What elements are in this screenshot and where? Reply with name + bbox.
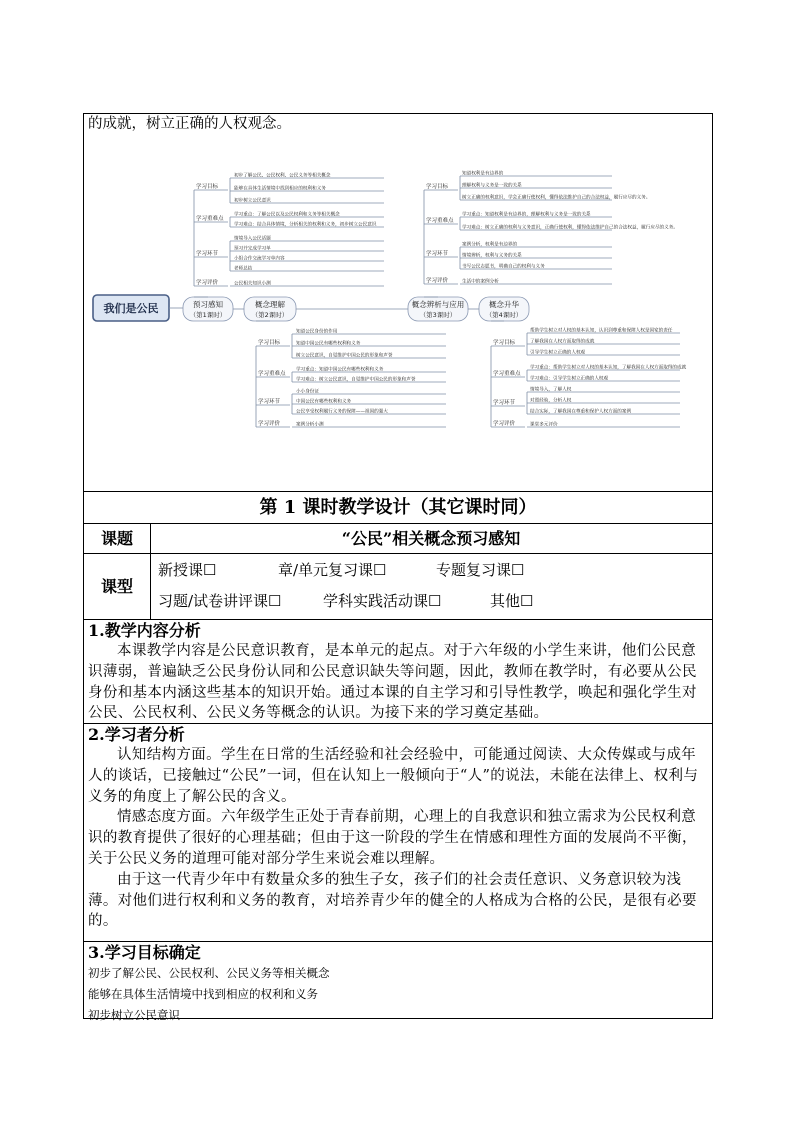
mindmap-leaf: 对照经验，分析人权 xyxy=(530,398,572,404)
lesson-plan-table xyxy=(83,113,713,1022)
mindmap-category: 学习环节 xyxy=(493,400,516,406)
mindmap-leaf: 预习并完成学习单 xyxy=(234,246,271,252)
goal-item: 能够在具体生活情境中找到相应的权利和义务 xyxy=(88,987,318,1001)
mindmap-category: 学习评价 xyxy=(426,278,449,284)
mindmap-leaf: 情境导入公民话题 xyxy=(234,236,271,242)
continuation-text: 的成就，树立正确的人权观念。 xyxy=(88,116,291,132)
course-title: “公民”相关概念预习感知 xyxy=(341,529,521,548)
lesson-type-label: 课型 xyxy=(84,554,151,619)
lesson-node-sub: （第3课时） xyxy=(419,311,457,319)
lesson-node-sub: （第4课时） xyxy=(485,311,523,319)
mindmap-leaf: 知道权利是有边界的 xyxy=(462,171,504,177)
mindmap-leaf: 案例分析，权利是有边界的 xyxy=(462,242,518,248)
content-analysis-row xyxy=(84,620,712,724)
mindmap-leaf: 引导学生树立正确的人权观 xyxy=(530,350,586,356)
mindmap-category: 学习目标 xyxy=(258,340,281,346)
type-option-unit-review[interactable]: 章/单元复习课☐ xyxy=(278,561,387,579)
learning-goals-row xyxy=(84,942,712,1022)
mindmap-leaf: 学习难点：引导学生树立正确的人权观 xyxy=(530,376,609,382)
mindmap-leaf: 能够在具体生活情境中找到相应的权利和义务 xyxy=(234,186,326,192)
mindmap-category: 学习环节 xyxy=(196,251,219,257)
mindmap-leaf: 了解我国在人权方面取得的成就 xyxy=(530,339,595,345)
design-title: 第 1 课时教学设计（其它课时同） xyxy=(259,497,537,518)
course-label: 课题 xyxy=(84,524,151,553)
type-option-other[interactable]: 其他☐ xyxy=(490,592,534,610)
mindmap-category: 学习评价 xyxy=(196,280,219,286)
lesson-type-row xyxy=(84,554,712,620)
lesson-node-title: 概念理解 xyxy=(255,300,285,309)
lesson-node-sub: （第2课时） xyxy=(251,311,289,319)
mindmap-category: 学习目标 xyxy=(426,184,449,190)
type-option-new[interactable]: 新授课☐ xyxy=(158,561,217,579)
mindmap-leaf: 学习难点：结合具体情境，分析相关的权利和义务，初步树立公民意识 xyxy=(234,222,377,228)
mindmap-leaf: 学习重点：知道中国公民有哪些权利和义务 xyxy=(296,367,384,373)
goal-item: 初步了解公民、公民权利、公民义务等相关概念 xyxy=(88,966,330,980)
section2-para-3: 由于这一代青少年中有数量众多的独生子女，孩子们的社会责任意识、义务意识较为浅薄。对他们进行权利和义务的教育，对培养青少年的健全的人格成为合格的公民，是很有必要的。 xyxy=(88,871,697,930)
design-title-row xyxy=(84,492,712,524)
mindmap-root-text: 我们是公民 xyxy=(103,302,159,315)
mindmap-category: 学习目标 xyxy=(196,184,219,190)
section2-heading: 2.学习者分析 xyxy=(88,725,185,744)
mindmap-leaf: 初步了解公民、公民权利、公民义务等相关概念 xyxy=(234,173,331,179)
goal-item: 初步树立公民意识 xyxy=(88,1008,180,1022)
mindmap-leaf: 课堂多元评价 xyxy=(530,422,558,428)
mindmap-leaf: 学习重点：帮助学生树立对人权的基本认知，了解我国在人权方面取得的成就 xyxy=(530,365,687,371)
mindmap-leaf: 学习重点：了解公民以及公民权利和义务等相关概念 xyxy=(234,212,340,218)
mindmap-category: 学习评价 xyxy=(258,421,281,427)
section3-heading: 3.学习目标确定 xyxy=(88,943,201,962)
mindmap-category: 学习评价 xyxy=(493,421,516,427)
mindmap-leaf: 案例分析小测 xyxy=(296,422,324,428)
mindmap-leaf: 树立正确的权利意识，学会正确行使权利，懂得依法维护自己的合法权益，履行应尽的义务。 xyxy=(462,195,651,201)
mindmap-category: 学习重难点 xyxy=(196,216,224,222)
mindmap-leaf: 公民相关知识小测 xyxy=(234,281,271,287)
mindmap-category: 学习重难点 xyxy=(426,218,454,224)
lesson-node-title: 概念辨析与应用 xyxy=(411,300,465,309)
section2-para-2: 情感态度方面。六年级学生正处于青春前期，心理上的自我意识和独立需求为公民权利意识的教育提供了很好的心理基础；但由于这一阶段的学生在情感和理性方面的发展尚不平衡，关于公民义务的道理可能对部分学生来说会难以理解。 xyxy=(88,809,697,867)
mindmap-leaf: 中国公民有哪些权利和义务 xyxy=(296,399,352,405)
lesson-node-title: 预习感知 xyxy=(193,300,223,309)
mindmap-leaf: 生活中的案例分析 xyxy=(462,279,499,285)
lesson-node-sub: （第1课时） xyxy=(189,311,227,319)
mindmap-leaf: 学习重点：知道权利是有边界的，理解权利与义务是一致的关系 xyxy=(462,212,591,218)
type-option-exercise[interactable]: 习题/试卷讲评课☐ xyxy=(158,592,282,610)
type-option-topic-review[interactable]: 专题复习课☐ xyxy=(436,561,525,579)
type-option-practice[interactable]: 学科实践活动课☐ xyxy=(323,592,442,610)
mindmap-leaf: 老师总结 xyxy=(234,266,253,272)
mindmap-leaf: 小组合作交流学习单内容 xyxy=(234,256,285,262)
mindmap-leaf: 初步树立公民意识 xyxy=(234,198,271,204)
section2-para-1: 认知结构方面。学生在日常的生活经验和社会经验中，可能通过阅读、大众传媒或与成年人的谈话，已接触过“公民”一词，但在认知上一般倾向于“人”的说法，未能在法律上、权利与义务的角度上了解公民的含义。 xyxy=(88,747,699,805)
mindmap-leaf: 理解权利与义务是一致的关系 xyxy=(462,183,522,189)
learner-analysis-row xyxy=(84,724,712,942)
mindmap-leaf: 学习难点：树立公民意识，自觉维护中国公民的形象和声誉 xyxy=(296,377,416,383)
mindmap-leaf: 公民享受权利履行义务的保障——祖国的强大 xyxy=(296,409,388,415)
section1-text: 本课教学内容是公民意识教育，是本单元的起点。对于六年级的小学生来讲，他们公民意识薄弱，普遍缺乏公民身份认同和公民意识缺失等问题，因此，教师在教学时，有必要从公民身份和基本内涵这些基本的知识开始。通过本课的自主学习和引导性教学，唤起和强化学生对公民、公民权利、公民义务等概念的认识。为接下来的学习奠定基础。 xyxy=(88,643,697,722)
mindmap-leaf: 学习难点：树立正确的权利与义务意识，正确行使权利，懂得依法维护自己的合法权益，履行应尽的义务。 xyxy=(462,225,678,231)
mindmap-category: 学习重难点 xyxy=(493,371,521,377)
mindmap-category: 学习重难点 xyxy=(258,371,286,377)
mindmap-leaf: 知道中国公民有哪些权利和义务 xyxy=(296,341,361,347)
section1-heading: 1.教学内容分析 xyxy=(88,621,201,640)
mindmap-leaf: 知道公民身份的作用 xyxy=(296,329,338,335)
lesson-node-title: 概念升华 xyxy=(489,300,519,309)
mindmap-leaf: 结合实际，了解我国在尊重和保护人权方面的案例 xyxy=(530,409,632,415)
mindmap-leaf: 情境导入，了解人权 xyxy=(530,387,572,393)
mindmap-leaf: 树立公民意识，自觉维护中国公民的形象和声誉 xyxy=(296,353,393,359)
mindmap-category: 学习目标 xyxy=(493,340,516,346)
mindmap-leaf: 小小身份证 xyxy=(296,389,319,395)
mindmap-leaf: 情境辨析，权利与义务的关系 xyxy=(462,253,522,259)
mindmap-row xyxy=(84,114,712,492)
mindmap-category: 学习环节 xyxy=(426,251,449,257)
course-row xyxy=(84,524,712,554)
mindmap-category: 学习环节 xyxy=(258,399,281,405)
mindmap-leaf: 书写公民志愿书，明确自己的权利与义务 xyxy=(462,264,545,270)
mindmap-leaf: 帮助学生树立对人权的基本认知，认识到尊重和保障人权是国家的责任 xyxy=(530,328,673,334)
mindmap-diagram xyxy=(84,162,712,442)
